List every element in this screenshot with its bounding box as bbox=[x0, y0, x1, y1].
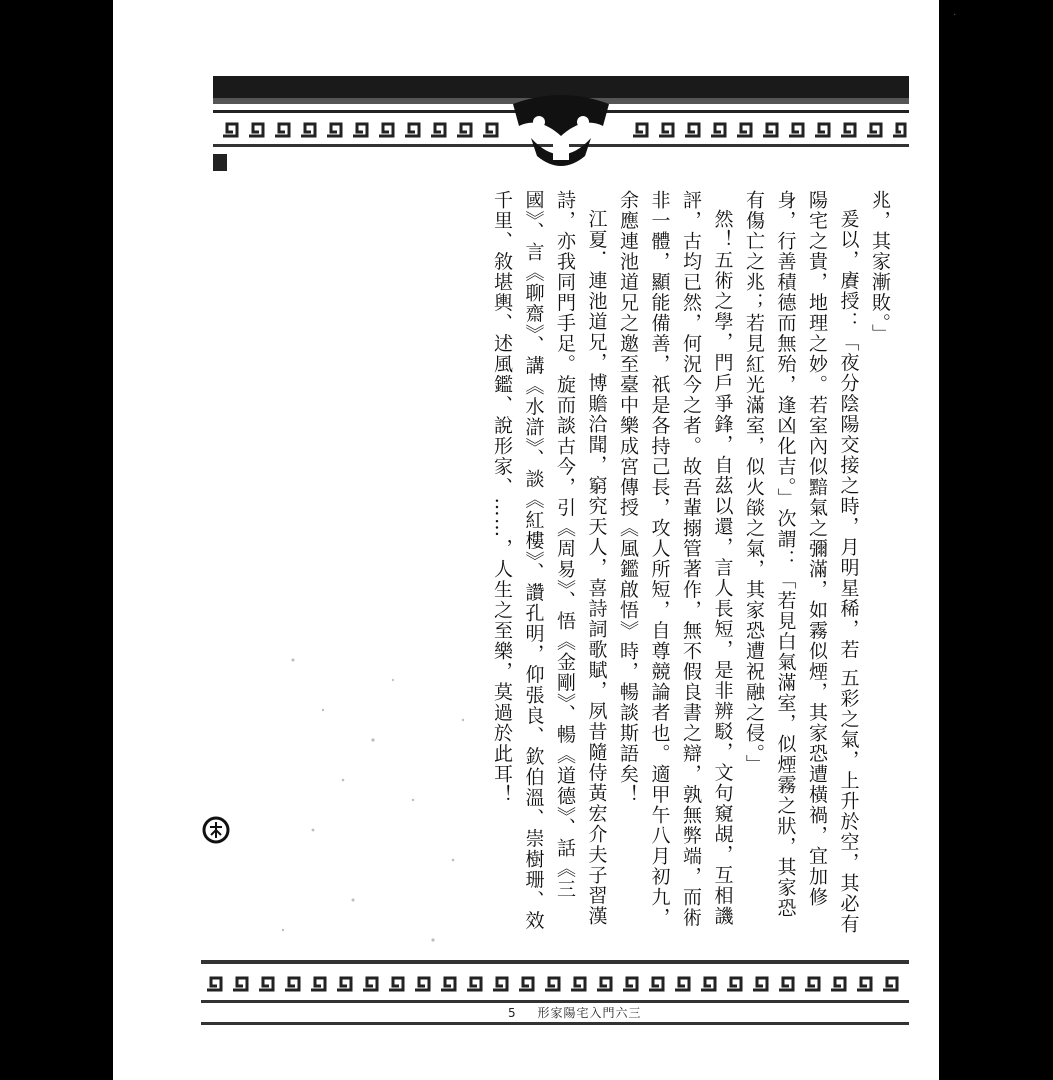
page-seal-mark bbox=[201, 815, 231, 845]
page-number: 5 bbox=[508, 1006, 516, 1020]
paragraph-3: 然！五術之學，門戶爭鋒，自茲以還，言人長短，是非辨駁，文句窺覘，互相譏評，古均已然，何況今之者。故吾輩搦管著作，無不假良書之辯，孰無弊端，而術非一體，顯能備善，祇是各持己長，攻人所短，自尊競論者也。適甲午八月初九，余應連池道兄之邀至臺中樂成宮傳授《風鑑啟悟》時，暢談斯語矣！ bbox=[617, 190, 734, 928]
scan-mark: · bbox=[953, 10, 957, 21]
paragraph-1: 兆，其家漸敗。」 bbox=[869, 190, 891, 345]
paragraph-2: 爰以，賡授：「夜分陰陽交接之時，月明星稀，若 五彩之氣，上升於空，其必有陽宅之貴，地理之妙。若室內似黯氣之彌滿，如霧似煙，其家恐遭橫禍，宜加修身，行善積德而無殆，逢凶化吉。」次謂：「若見白氣滿室，似煙霧之狀，其家恐有傷亡之兆；若見紅光滿室，似火燄之氣，其家恐遭祝融之侵。」 bbox=[743, 190, 860, 935]
scanned-page bbox=[113, 0, 957, 1080]
vertical-body-text bbox=[285, 190, 895, 935]
paragraph-4: 江夏．連池道兄，博贍洽聞，窮究天人，喜詩詞歌賦，夙昔隨侍黃宏介夫子習漢詩，亦我同門手足。旋而談古今，引《周易》、悟《金剛》、暢《道德》、話《三國》、言《聊齋》、講《水滸》、談《紅樓》、讚孔明，仰張良、欽伯溫、崇樹珊、效千里、敘堪輿、述風鑑、說形家、……，人生之至樂，莫過於此耳！ bbox=[491, 190, 608, 931]
running-title: 形家陽宅入門六三 bbox=[537, 1006, 642, 1020]
top-ornamental-border bbox=[213, 76, 909, 171]
page-footer bbox=[508, 1004, 641, 1021]
